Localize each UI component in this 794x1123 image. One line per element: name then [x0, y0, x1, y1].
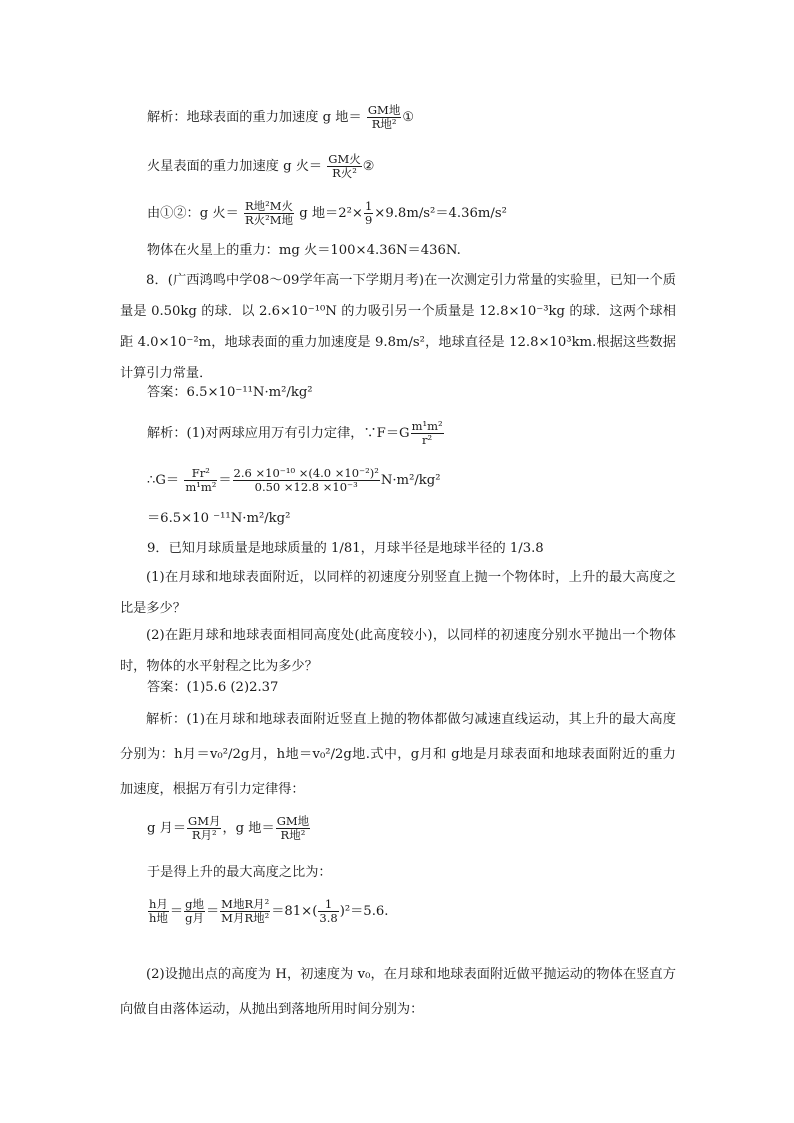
text: g 地＝ — [322, 110, 362, 125]
denominator: r² — [422, 433, 433, 447]
fraction — [364, 200, 373, 227]
denominator: g月 — [185, 911, 204, 925]
text: (2)在距月球和地球表面相同高度处(此高度较小)，以同样的初速度分别水平抛出一个物体时，物体的水平射程之比为多少？ — [120, 628, 676, 674]
solution-8-calc: ∴G＝ $\frac{\text{Fr²}}{\text{m¹m²}}$ ＝ $\frac{\text{2.6 ×10⁻¹⁰ ×(4.0 ×10⁻²)²}}{\text{0.50 ×12.8 ×10⁻³}}$ N·m²/kg² — [147, 466, 441, 494]
numerator: 1 — [318, 898, 338, 912]
text: (2)设抛出点的高度为 H，初速度为 v₀，在月球和地球表面附近做平抛运动的物体在竖直方向做自由落体运动，从抛出到落地所用时间分别为： — [120, 967, 676, 1017]
fraction — [184, 467, 217, 494]
fraction — [187, 815, 221, 842]
text: )²＝5.6. — [339, 904, 389, 919]
text: 解析：(1)对两球应用万有引力定律，∵F＝G — [147, 426, 410, 441]
numerator: R地²M火 — [244, 199, 294, 213]
numerator: h月 — [149, 897, 168, 911]
fraction — [411, 420, 444, 447]
text: N·m²/kg² — [380, 473, 441, 488]
numerator: GM地 — [276, 814, 310, 828]
text: g 火＝ — [283, 159, 323, 174]
solution-line-ratio — [147, 200, 507, 227]
solution-line-mars-g: 火星表面的重力加速度 g 火＝ $\frac{\text{GM火}}{\text{R火²}}$ ② — [147, 152, 375, 180]
text: g 火＝ — [199, 206, 239, 221]
denominator: m¹m² — [185, 480, 217, 494]
fraction — [148, 898, 169, 925]
text: g 地 — [299, 206, 326, 221]
text: 解析：地球表面的重力加速度 — [147, 110, 319, 125]
fraction — [276, 815, 310, 842]
fraction — [367, 104, 401, 131]
text: 由①②： — [147, 206, 200, 221]
denominator: h地 — [149, 911, 168, 925]
denominator: 9 — [364, 213, 373, 227]
text: ＝2²× — [325, 206, 363, 221]
solution-9-ratio-label: 于是得上升的最大高度之比为： — [147, 865, 332, 880]
numerator: g地 — [185, 897, 204, 911]
text: 火星表面的重力加速度 — [147, 159, 279, 174]
solution-8-result: ＝6.5×10 ⁻¹¹N·m²/kg² — [147, 511, 291, 526]
numerator: GM地 — [367, 103, 401, 117]
denominator: R火²M地 — [244, 213, 294, 227]
question-9-part2 — [120, 620, 676, 682]
question-8 — [120, 265, 676, 389]
denominator: R火² — [332, 166, 357, 180]
text: (1)在月球和地球表面附近，以同样的初速度分别竖直上抛一个物体时，上升的最大高度之比是多少？ — [120, 570, 676, 616]
text: ×9.8m/s²＝4.36m/s² — [374, 206, 507, 221]
answer-8: 答案：6.5×10⁻¹¹N·m²/kg² — [147, 385, 313, 400]
text: ∴G＝ — [147, 473, 180, 488]
numerator: Fr² — [184, 467, 217, 481]
denominator: R地² — [371, 117, 397, 131]
fraction — [220, 898, 270, 925]
text: g 月＝ — [147, 821, 187, 836]
numerator: m¹m² — [411, 419, 443, 433]
solution-9-g-formulas — [147, 815, 311, 842]
text: ＝81×( — [271, 904, 318, 919]
solution-9-ratio: $\frac{\text{h月}}{\text{h地}}$ ＝ $\frac{\text{g地}}{\text{g月}}$ ＝ $\frac{\text{M地R月²}}{\text{M月R地²}}$ ＝81×( $\frac{1}{3.8}$ )²＝5.6. — [149, 897, 389, 925]
numerator: M地R月² — [221, 897, 270, 911]
solution-line-weight: 物体在火星上的重力：mg 火＝100×4.36N＝436N. — [147, 243, 461, 258]
fraction — [184, 898, 205, 925]
solution-9-part1 — [120, 702, 676, 807]
text: 8．(广西鸿鸣中学08～09学年高一下学期月考)在一次测定引力常量的实验里，已知一个质量是 0.50kg 的球．以 2.6×10⁻¹⁰N 的力吸引另一个质量是 12.8×10⁻³kg 的球．这两个球相距 4.0×10⁻²m，地球表面的重力加速度是 9.8m/s²，地球直径是 12.8×10³km.根据这些数据计算引力常量． — [120, 273, 676, 381]
fraction — [244, 200, 294, 227]
text: ，g 地＝ — [222, 821, 275, 836]
solution-8-law — [147, 420, 445, 447]
numerator: 2.6 ×10⁻¹⁰ ×(4.0 ×10⁻²)² — [233, 466, 379, 480]
fraction — [327, 153, 361, 180]
text: 解析：(1)在月球和地球表面附近竖直上抛的物体都做匀减速直线运动，其上升的最大高度分别为：h月＝v₀²/2g月，h地＝v₀²/2g地.式中，g月和 g地是月球表面和地球表面附近的重力加速度，根据万有引力定律得： — [120, 712, 676, 797]
numerator: GM月 — [188, 814, 221, 828]
denominator: R月² — [191, 828, 217, 842]
question-9-part1 — [120, 562, 676, 624]
denominator: 3.8 — [319, 911, 338, 925]
numerator: GM火 — [328, 152, 361, 166]
denominator: R地² — [280, 828, 306, 842]
answer-9: 答案：(1)5.6 (2)2.37 — [147, 680, 279, 695]
fraction — [318, 898, 338, 925]
numerator: 1 — [364, 199, 373, 213]
solution-9-part2 — [120, 957, 676, 1027]
question-9: 9．已知月球质量是地球质量的 1/81，月球半径是地球半径的 1/3.8 — [147, 541, 544, 556]
denominator: 0.50 ×12.8 ×10⁻³ — [254, 480, 358, 494]
fraction — [233, 467, 380, 494]
denominator: M月R地² — [221, 911, 270, 925]
solution-line-earth-g: 解析：地球表面的重力加速度 g 地＝ $\frac{\text{GM地}}{\text{R地²}}$ ① — [147, 103, 415, 131]
